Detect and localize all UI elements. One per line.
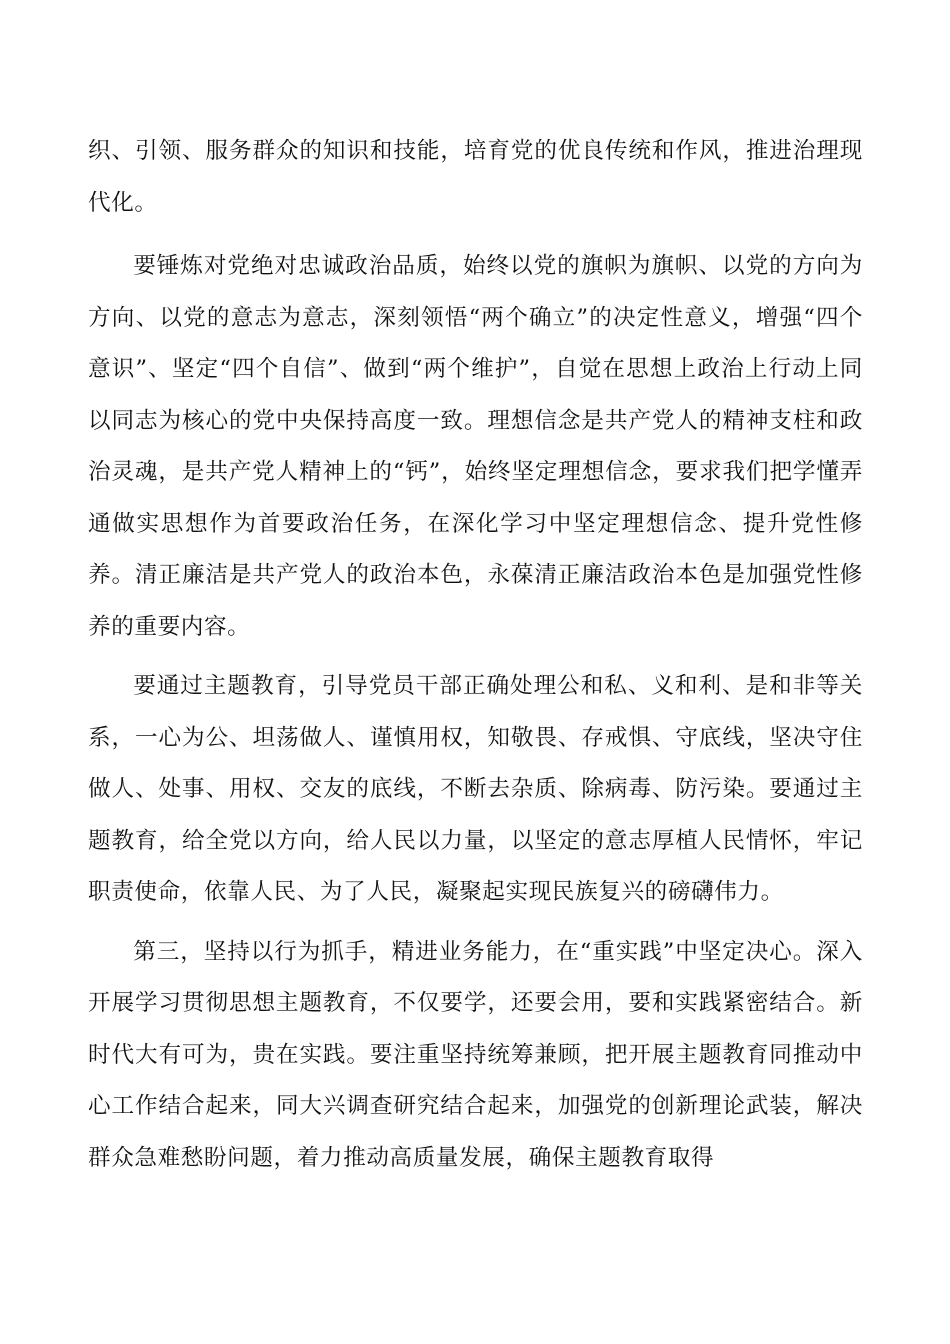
paragraph-continued: 织、引领、服务群众的知识和技能，培育党的优良传统和作风，推进治理现代化。 — [88, 138, 863, 216]
paragraph-theme-education: 要通过主题教育，引导党员干部正确处理公和私、义和利、是和非等关系，一心为公、坦荡做人、谨慎用权，知敬畏、存戒惧、守底线，坚决守住做人、处事、用权、交友的底线，不断去杂质、除病毒、防污染。要通过主题教育，给全党以方向，给人民以力量，以坚定的意志厚植人民情怀，牢记职责使命，依靠人民、为了人民，凝聚起实现民族复兴的磅礴伟力。 — [88, 673, 863, 905]
paragraph-loyalty: 要锤炼对党绝对忠诚政治品质，始终以党的旗帜为旗帜、以党的方向为方向、以党的意志为意志，深刻领悟“两个确立”的决定性意义，增强“四个意识”、坚定“四个自信”、做到“两个维护”，自觉在思想上政治上行动上同以同志为核心的党中央保持高度一致。理想信念是共产党人的精神支柱和政治灵魂，是共产党人精神上的“钙”，始终坚定理想信念，要求我们把学懂弄通做实思想作为首要政治任务，在深化学习中坚定理想信念、提升党性修养。清正廉洁是共产党人的政治本色，永葆清正廉洁政治本色是加强党性修养的重要内容。 — [88, 253, 863, 640]
paragraph-third-point: 第三，坚持以行为抓手，精进业务能力，在“重实践”中坚定决心。深入开展学习贯彻思想主题教育，不仅要学，还要会用，要和实践紧密结合。新时代大有可为，贵在实践。要注重坚持统筹兼顾，把开展主题教育同推动中心工作结合起来，同大兴调查研究结合起来，加强党的创新理论武装，解决群众急难愁盼问题，着力推动高质量发展，确保主题教育取得 — [88, 938, 863, 1171]
document-page — [88, 126, 863, 1192]
